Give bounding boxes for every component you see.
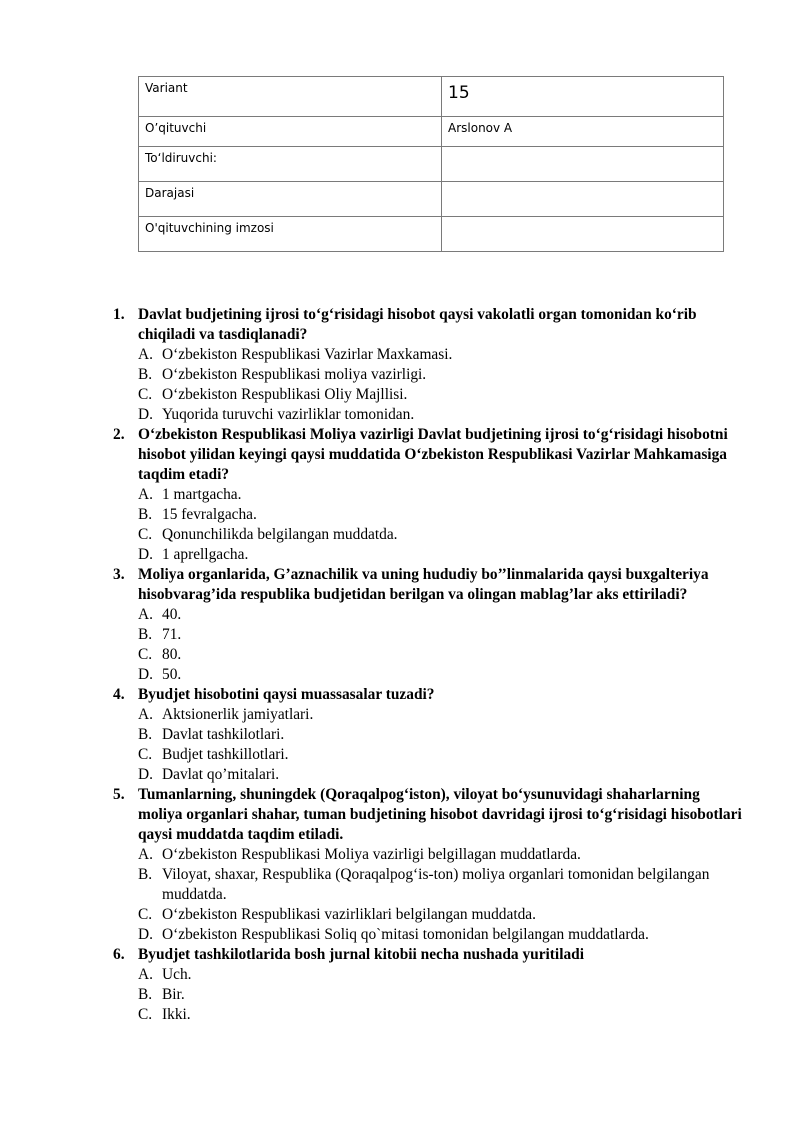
option-b	[138, 725, 745, 745]
question-number: 2.	[113, 426, 125, 443]
option-letter: A.	[138, 346, 153, 363]
option-text: O‘zbekiston Respublikasi Oliy Majllisi.	[162, 386, 408, 403]
teacher-value: Arslonov A	[442, 117, 724, 147]
option-d	[138, 545, 745, 565]
option-letter: D.	[138, 546, 153, 563]
option-letter: B.	[138, 726, 153, 743]
option-d	[138, 765, 745, 785]
option-d	[138, 405, 745, 425]
table-row	[139, 117, 724, 147]
option-letter: C.	[138, 1006, 153, 1023]
option-c	[138, 745, 745, 765]
question-1	[105, 305, 745, 425]
question-text: Byudjet hisobotini qaysi muassasalar tuzadi?	[138, 686, 435, 703]
table-row	[139, 77, 724, 117]
option-list	[138, 705, 745, 785]
option-list	[138, 485, 745, 565]
option-text: Aktsionerlik jamiyatlari.	[162, 706, 314, 723]
option-text: Uch.	[162, 966, 192, 983]
option-text: Budjet tashkillotlari.	[162, 746, 289, 763]
signature-value[interactable]	[442, 217, 724, 252]
option-list	[138, 845, 745, 945]
option-text: O‘zbekiston Respublikasi Soliq qo`mitasi tomonidan belgilangan muddatlarda.	[162, 926, 649, 943]
option-text: 1 aprellgacha.	[162, 546, 249, 563]
level-value[interactable]	[442, 182, 724, 217]
option-letter: C.	[138, 906, 153, 923]
option-letter: C.	[138, 646, 153, 663]
option-d	[138, 665, 745, 685]
option-letter: C.	[138, 526, 153, 543]
option-c	[138, 525, 745, 545]
question-text: Byudjet tashkilotlarida bosh jurnal kitobii necha nushada yuritiladi	[138, 946, 585, 963]
option-text: 1 martgacha.	[162, 486, 242, 503]
table-row	[139, 217, 724, 252]
question-4	[105, 685, 745, 785]
option-text: Bir.	[162, 986, 185, 1003]
level-label: Darajasi	[139, 182, 442, 217]
option-text: 71.	[162, 626, 182, 643]
option-c	[138, 385, 745, 405]
variant-label: Variant	[139, 77, 442, 117]
option-letter: D.	[138, 666, 153, 683]
option-letter: A.	[138, 966, 153, 983]
option-text: 15 fevralgacha.	[162, 506, 257, 523]
option-letter: A.	[138, 846, 153, 863]
question-number: 3.	[113, 566, 125, 583]
option-letter: A.	[138, 606, 153, 623]
question-text: Davlat budjetining ijrosi to‘g‘risidagi hisobot qaysi vakolatli organ tomonidan ko‘rib chiqiladi va tasdiqlanadi?	[138, 306, 697, 343]
option-b	[138, 365, 745, 385]
option-text: Viloyat, shaxar, Respublika (Qoraqalpog‘is-ton) moliya organlari tomonidan belgilangan muddatda.	[162, 866, 710, 903]
option-text: O‘zbekiston Respublikasi vazirliklari belgilangan muddatda.	[162, 906, 536, 923]
question-text: Moliya organlarida, G’aznachilik va uning hududiy bo’’linmalarida qaysi buxgalteriya hisobvarag’ida respublika budjetidan berilgan va olingan mablag’lar aks ettiriladi?	[138, 566, 709, 603]
variant-value: 15	[442, 77, 724, 117]
question-text: O‘zbekiston Respublikasi Moliya vazirligi Davlat budjetining ijrosi to‘g‘risidagi hisobotni hisobot yilidan keyingi qaysi muddatida O‘zbekiston Respublikasi Vazirlar Mahkamasiga taqdim etadi?	[138, 426, 728, 483]
question-list	[105, 305, 745, 1025]
option-a	[138, 705, 745, 725]
question-number: 4.	[113, 686, 125, 703]
option-letter: B.	[138, 626, 153, 643]
question-2	[105, 425, 745, 565]
option-letter: A.	[138, 706, 153, 723]
option-a	[138, 345, 745, 365]
option-c	[138, 905, 745, 925]
question-text: Tumanlarning, shuningdek (Qoraqalpog‘iston), viloyat bo‘ysunuvidagi shaharlarning moliya organlari shahar, tuman budjetining hisobot davridagi ijrosi to‘g‘risidagi hisobotlari qaysi muddatda taqdim etiladi.	[138, 786, 742, 843]
option-letter: D.	[138, 406, 153, 423]
option-letter: A.	[138, 486, 153, 503]
option-list	[138, 605, 745, 685]
question-number: 6.	[113, 946, 125, 963]
option-text: 80.	[162, 646, 182, 663]
option-a	[138, 845, 745, 865]
option-text: 50.	[162, 666, 182, 683]
option-b	[138, 985, 745, 1005]
question-6	[105, 945, 745, 1025]
table-row	[139, 182, 724, 217]
option-text: Ikki.	[162, 1006, 191, 1023]
option-text: O‘zbekiston Respublikasi Moliya vazirligi belgillagan muddatlarda.	[162, 846, 581, 863]
option-b	[138, 505, 745, 525]
option-b	[138, 625, 745, 645]
question-number: 5.	[113, 786, 125, 803]
question-5	[105, 785, 745, 945]
option-letter: D.	[138, 926, 153, 943]
teacher-label: O’qituvchi	[139, 117, 442, 147]
option-text: Davlat qo’mitalari.	[162, 766, 280, 783]
option-text: 40.	[162, 606, 182, 623]
option-letter: C.	[138, 386, 153, 403]
option-a	[138, 605, 745, 625]
option-list	[138, 965, 745, 1025]
option-text: Yuqorida turuvchi vazirliklar tomonidan.	[162, 406, 415, 423]
table-row	[139, 147, 724, 182]
option-d	[138, 925, 745, 945]
option-text: Qonunchilikda belgilangan muddatda.	[162, 526, 398, 543]
option-letter: C.	[138, 746, 153, 763]
signature-label: O'qituvchining imzosi	[139, 217, 442, 252]
option-text: O‘zbekiston Respublikasi moliya vazirligi.	[162, 366, 427, 383]
option-letter: B.	[138, 866, 153, 883]
option-letter: B.	[138, 506, 153, 523]
option-a	[138, 485, 745, 505]
filler-label: To‘ldiruvchi:	[139, 147, 442, 182]
option-list	[138, 345, 745, 425]
question-3	[105, 565, 745, 685]
option-a	[138, 965, 745, 985]
filler-value[interactable]	[442, 147, 724, 182]
option-text: O‘zbekiston Respublikasi Vazirlar Maxkamasi.	[162, 346, 453, 363]
option-letter: B.	[138, 366, 153, 383]
option-b	[138, 865, 745, 905]
option-letter: D.	[138, 766, 153, 783]
info-table	[138, 76, 724, 252]
option-letter: B.	[138, 986, 153, 1003]
option-c	[138, 1005, 745, 1025]
option-text: Davlat tashkilotlari.	[162, 726, 285, 743]
option-c	[138, 645, 745, 665]
question-number: 1.	[113, 306, 125, 323]
